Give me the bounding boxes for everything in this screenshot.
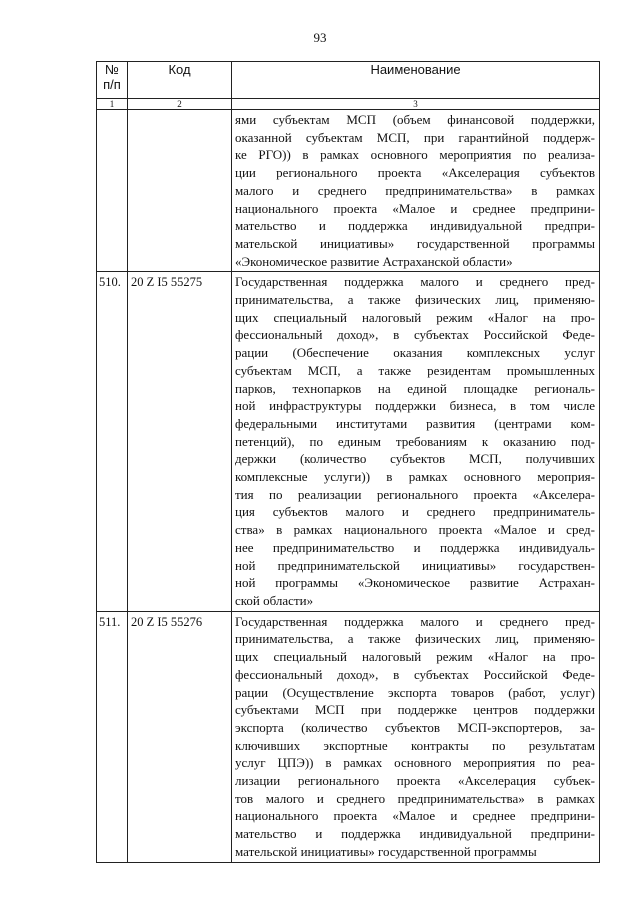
description-line: Государственная поддержка малого и среднего пред- <box>235 274 595 290</box>
row-description <box>232 611 600 862</box>
row-code: 20 Z I5 55276 <box>128 611 232 862</box>
description-line: тия по реализации регионального проекта «Акселера- <box>235 486 595 502</box>
budget-code-table <box>96 61 600 863</box>
column-index: 2 <box>128 99 232 110</box>
description-line: рации (Обеспечение оказания комплексных услуг <box>235 345 595 361</box>
row-description <box>232 272 600 611</box>
column-index-row <box>97 99 600 110</box>
description-line: принимательства, а также физических лиц, применяю- <box>235 631 595 647</box>
column-index: 3 <box>232 99 600 110</box>
row-code <box>128 110 232 272</box>
description-line: ключивших экспортные контракты по результатам <box>235 737 595 753</box>
description-line: национального проекта «Малое и среднее предприни- <box>235 808 595 824</box>
header-name: Наименование <box>232 62 600 99</box>
description-line: рации (Осуществление экспорта товаров (работ, услуг) <box>235 684 595 700</box>
description-line: лизации регионального проекта «Акселерация субъек- <box>235 773 595 789</box>
description-line: ства» в рамках национального проекта «Малое и сред- <box>235 522 595 538</box>
table-header-row <box>97 62 600 99</box>
description-line: ция субъектов малого и среднего предприниматель- <box>235 504 595 520</box>
description-line: ке РГО)) в рамках основного мероприятия по реализа- <box>235 147 595 163</box>
header-number: № п/п <box>97 62 128 99</box>
description-line: мательской инициативы» государственной программы <box>235 843 537 859</box>
row-code: 20 Z I5 55275 <box>128 272 232 611</box>
description-line: петенций), по единым требованиям к оказанию под- <box>235 433 595 449</box>
description-line: ной инфраструктуры поддержки бизнеса, в том числе <box>235 398 595 414</box>
description-line: ями субъектам МСП (объем финансовой поддержки, <box>235 112 595 127</box>
description-line: ной программы «Экономическое развитие Астрахан- <box>235 575 595 591</box>
description-line: субъектам МСП, а также резидентам промышленных <box>235 362 595 378</box>
table-row <box>97 611 600 862</box>
description-line: субъектами МСП при поддержке центров поддержки <box>235 702 595 718</box>
description-line: услуг ЦПЭ)) в рамках основного мероприятия по реа- <box>235 755 595 771</box>
description-line: щих специальный налоговый режим «Налог на про- <box>235 309 595 325</box>
description-line: мательство и поддержка индивидуальной предприни- <box>235 826 595 842</box>
description-line: комплексные услуги)) в рамках основного мероприя- <box>235 469 595 485</box>
header-code: Код <box>128 62 232 99</box>
description-line: ной предпринимательской инициативы» государствен- <box>235 557 595 573</box>
row-number: 510. <box>97 272 128 611</box>
description-line: малого и среднего предпринимательства» в рамках <box>235 182 595 198</box>
table-row <box>97 272 600 611</box>
description-line: экспорта (количество субъектов МСП-экспортеров, за- <box>235 719 595 735</box>
description-line: держки (количество субъектов МСП, получивших <box>235 451 595 467</box>
description-line: ции регионального проекта «Акселерация субъектов <box>235 165 595 181</box>
row-number <box>97 110 128 272</box>
description-line: оказанной субъектам МСП, при гарантийной поддерж- <box>235 129 595 145</box>
description-line: принимательства, а также физических лиц, применяю- <box>235 292 595 308</box>
description-line: фессиональный доход», в субъектах Российской Феде- <box>235 327 595 343</box>
description-line: мательской инициативы» государственной программы <box>235 235 595 251</box>
description-line: тов малого и среднего предпринимательства» в рамках <box>235 790 595 806</box>
description-line: нее предпринимательство и поддержка индивидуаль- <box>235 539 595 555</box>
description-line: парков, технопарков на единой площадке региональ- <box>235 380 595 396</box>
table-row <box>97 110 600 272</box>
description-line: федеральными институтами развития (центрами ком- <box>235 415 595 431</box>
row-description <box>232 110 600 272</box>
description-line: национального проекта «Малое и среднее предприни- <box>235 200 595 216</box>
description-line: Государственная поддержка малого и среднего пред- <box>235 613 595 629</box>
page-number: 93 <box>313 30 327 45</box>
row-number: 511. <box>97 611 128 862</box>
description-line: щих специальный налоговый режим «Налог на про- <box>235 649 595 665</box>
column-index: 1 <box>97 99 128 110</box>
description-line: фессиональный доход», в субъектах Российской Феде- <box>235 666 595 682</box>
description-line: «Экономическое развитие Астраханской области» <box>235 253 513 269</box>
description-line: ской области» <box>235 592 314 608</box>
description-line: мательство и поддержка индивидуальной предпри- <box>235 218 595 234</box>
